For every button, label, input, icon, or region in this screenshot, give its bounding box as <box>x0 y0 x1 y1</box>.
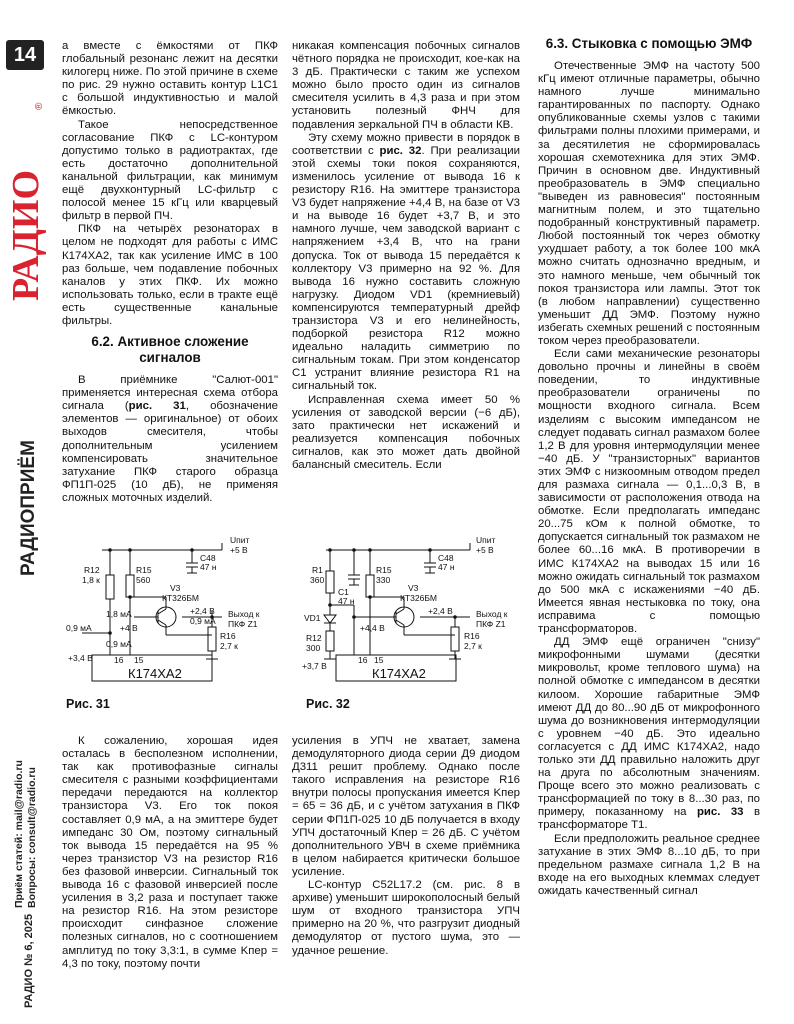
paragraph: К сожалению, хорошая идея осталась в бесполезном исполнении, так как противофазные сигналы смесителя с разными коэффициентами передачи передаются на коллектор транзистора V3. Его ток покоя составляет 0,9 мА, а на эмиттере будет импеданс 30 Ом, поэтому сигнальный ток вывода 15 передаётся на 95 % через транзистор V3 на резистор R16 без фазовой инверсии. Сигнальный ток вывода 16 с фазовой инверсией после усиления в 3,2 раза и поступает также на резистор R16. На этом резисторе происходит синфазное сложение полезных сигналов, но с соотношением амплитуд по току 3,3:1, в сумме Kпер = 4,3 по току, поэтому почти <box>62 735 278 970</box>
column-2-bottom <box>292 735 520 958</box>
info-line1: Приём статей: mail@radio.ru <box>13 760 25 908</box>
v3-type: КТ326БМ <box>400 593 437 603</box>
paragraph: ДД ЭМФ ещё ограничен "снизу" микрофонными шумами (десятки микровольт, кроме теплового шума) на полной обмотке с импедансом в десятки килоом. Хорошие габаритные ЭМФ имеют ДД до 80...90 дБ от микрофонного шума до возникновения интермодуляции с уровнем −40 дБ. Это идеально согласуется с ДД ИМС К174ХА2, надо только эти ДД правильно наложить друг на друга по абсолютным значениям. Проще всего это можно реализовать с трансформацией по току в 8...30 раз, по примеру, показанному на рис. 33 в трансформаторе T1. <box>538 636 760 832</box>
section-heading: 6.3. Стыковка с помощью ЭМФ <box>545 36 753 51</box>
figure-ref: рис. 33 <box>696 806 744 819</box>
issue-label: РАДИО № 6, 2025 <box>23 913 35 1008</box>
figure-caption: Рис. 32 <box>306 697 350 711</box>
vd1-label: VD1 <box>304 613 321 623</box>
paragraph: В приёмнике "Салют-001" применяется интересная схема отбора сигнала (рис. 31, обозначение элементов — оригинальное) от обоих выходов смесителя, чтобы дополнительным усилением компенсировать значительное затухание ПКФ старого образца ФП1П-025 (10 дБ), не применяя сложных моточных изделий. <box>62 374 278 504</box>
c48-label: C48 <box>438 553 454 563</box>
paragraph: усиления в УПЧ не хватает, замена демодуляторного диода серии Д9 диодом Д311 решит проблему. Однако после такого исправления на резисторе R16 внутри полосы пропускания имеется Kпер = 65 = 36 дБ, и с учётом затухания в ПКФ серии ФП1П-025 10 дБ получается в входу УПЧ достаточный Kпер = 26 дБ. С учётом дополнительного УВЧ в схеме приёмника в целом набирается критически большое усиление. <box>292 735 520 878</box>
v3-label: V3 <box>408 583 419 593</box>
paragraph: Если предположить реальное среднее затухание в этих ЭМФ 8...10 дБ, то при предельном размахе сигнала 1,2 В на входе на его выходных клеммах следует ожидать качественный сигнал <box>538 832 760 897</box>
section-heading: 6.2. Активное сложение сигналов <box>91 334 249 366</box>
output-label: ПКФ Z1 <box>476 619 506 629</box>
paragraph: LC-контур С52L17.2 (см. рис. 8 в архиве) уменьшит широкополосный белый шум от входного транзистора УПЧ примерно на 20 %, что разгрузит диодный демодулятор от пустого шума, это — удачное решение. <box>292 879 520 957</box>
section-label <box>4 380 48 580</box>
upit-value: +5 В <box>230 545 248 555</box>
r16-value: 2,7 к <box>464 641 482 651</box>
c48-value: 47 н <box>200 562 217 572</box>
page-number: 14 <box>6 40 44 70</box>
logo-text: РАДИО <box>5 169 47 301</box>
current-label: 0,9 мА <box>66 623 92 633</box>
voltage-label: +3,4 В <box>68 653 93 663</box>
r15-value: 560 <box>136 575 151 585</box>
current-label: 0,9 мА <box>106 639 132 649</box>
paragraph: а вместе с ёмкостями от ПКФ глобальный резонанс лежит на десятки килогерц ниже. По этой причине в схеме по рис. 29 нужно оставить контур L1C1 с большой индуктивностью и малой ёмкостью. <box>62 40 278 118</box>
figure-32 <box>300 535 530 685</box>
paragraph: Исправленная схема имеет 50 % усиления от заводской версии (−6 дБ), зато практически нет искажений и реализуется компенсация побочных сигналов, как это может дать двойной балансный смеситель. Если <box>292 393 520 471</box>
column-1-bottom <box>62 735 278 971</box>
paragraph: Если сами механические резонаторы довольно прочны и линейны в своём поведении, то индуктивные преобразователи ограничены по мощности входного сигнала. Всем изделиям с высоким импедансом не следует подавать сигнал размахом более 1,2 В для уровня интермодуляции менее −40 дБ. У "транзисторных" вариантов этих ЭМФ с низкоомным отводом предел для размаха сигнала — 0,1...0,3 В, в зависимости от расположения отвода на обмотке. Если предполагать импеданс 20...75 кОм к полной обмотке, то допускается сигнальный ток размахом не более 60...16 мкА. В противоречии в ИМС К174ХА2 на выводах 15 или 16 можно ожидать сигнальный ток размахом до 500 мкА с искажениями −40 дБ. Имеется явная нестыковка по току, она исправима с помощью трансформаторов. <box>538 348 760 636</box>
voltage-label: +2,4 В <box>428 606 453 616</box>
radio-logo <box>4 96 48 306</box>
upit-value: +5 В <box>476 545 494 555</box>
current-label: 1,8 мА <box>106 609 132 619</box>
section-text: РАДИОПРИЁМ <box>18 440 39 576</box>
output-label: Выход к <box>228 609 260 619</box>
r1-label: R1 <box>312 565 323 575</box>
r1-value: 360 <box>310 575 325 585</box>
output-label: ПКФ Z1 <box>228 619 258 629</box>
r12-value: 300 <box>306 643 321 653</box>
r16-label: R16 <box>220 631 236 641</box>
pin-label: 16 <box>114 655 124 665</box>
figure-31 <box>62 535 290 685</box>
voltage-label: +4,4 В <box>360 623 385 633</box>
r12-label: R12 <box>84 565 100 575</box>
pin-label: 16 <box>358 655 368 665</box>
upit-label: Uпит <box>230 535 250 545</box>
r15-value: 330 <box>376 575 391 585</box>
paragraph: Отечественные ЭМФ на частоту 500 кГц имеют отличные параметры, обычно намного лучше минимально гарантированных по паспорту. Однако опубликованные схемы узлов с такими фильтрами полны плохими примерами, и за десятилетия не сформировалась хорошая схемотехника для этих ЭМФ. Причин в основном две. Индуктивный преобразователь в ЭМФ специально "выведен из равновесия" постоянным магнитным полем, и это тщательно подобранный конструктивный параметр. Любой постоянный ток через обмотку ухудшает работу, а ток более 100 мкА можно считать однозначно вредным, и это намного меньше, чем обычный ток покоя транзистора или лампы. Этот ток (в любом направлении) существенно уменьшит ДД ЭМФ. Поэтому нужно избегать схемных решений с постоянным током через преобразователи. <box>538 60 760 347</box>
logo-mark: ® <box>34 102 45 110</box>
paragraph: никакая компенсация побочных сигналов чётного порядка не происходит, кое-как на 3 дБ. Практически с таким же успехом можно было просто один из сигналов смесителя усилить в 4,3 раза и при этом установить полезный ФНЧ для подавления зеркальной ПЧ в области КВ. <box>292 40 520 131</box>
r15-label: R15 <box>136 565 152 575</box>
pin-label: 15 <box>374 655 384 665</box>
r16-label: R16 <box>464 631 480 641</box>
r16-value: 2,7 к <box>220 641 238 651</box>
pin-label: 15 <box>134 655 144 665</box>
voltage-label: +3,7 В <box>302 661 327 671</box>
upit-label: Uпит <box>476 535 496 545</box>
current-label: 0,9 мА <box>190 616 216 626</box>
paragraph: Эту схему можно привести в порядок в соответствии с рис. 32. При реализации этой схемы токи покоя сохраняются, изменилось усиление от вывода 16 к резистору R16. На эмиттере транзистора V3 будет напряжение +4,4 В, на базе от V3 и на выводе 16 будет +3,7 В, и это намного лучше, чем заводской вариант с напряжением +3,4 В, что на грани допуска. Ток от вывода 15 передаётся к коллектору V3 примерно на 92 %. Для вывода 16 нужно составить сложную нагрузку. Диодом VD1 (кремниевый) компенсируются температурный дрейф транзистора V3 и его нелинейность, подборкой резистора R12 можно идеально наладить симметрию по сигнальным токам. При этом конденсатор C1 устранит влияние резистора R1 на сигнальный ток. <box>292 131 520 393</box>
column-3 <box>538 36 760 898</box>
column-1 <box>62 40 278 505</box>
c1-value: 47 н <box>338 596 355 606</box>
figure-caption: Рис. 31 <box>66 697 110 711</box>
v3-type: КТ326БМ <box>162 593 199 603</box>
voltage-label: +4 В <box>120 623 138 633</box>
paragraph: ПКФ на четырёх резонаторах в целом не подходят для работы с ИМС К174ХА2, так как усиление ИМС в 100 раз больше, чем подавление побочных каналов у этих ПКФ. Их можно использовать только, если в тракте ещё есть существенные канальные фильтры. <box>62 223 278 327</box>
r12-value: 1,8 к <box>82 575 100 585</box>
figure-ref: рис. 31 <box>128 400 186 413</box>
chip-label: К174ХА2 <box>372 666 426 681</box>
c48-value: 47 н <box>438 562 455 572</box>
paragraph: Такое непосредственное согласование ПКФ с LC-контуром допустимо только в радиотрактах, где есть достаточно дополнительной канальной фильтрации, как минимум ещё двухконтурный LC-фильтр с полосой менее 15 кГц или кварцевый фильтр в первой ПЧ. <box>62 118 278 223</box>
column-2 <box>292 40 520 472</box>
sidebar <box>0 0 52 1024</box>
v3-label: V3 <box>170 583 181 593</box>
r15-label: R15 <box>376 565 392 575</box>
c48-label: C48 <box>200 553 216 563</box>
r12-label: R12 <box>306 633 322 643</box>
info-line2: Вопросы: consult@radio.ru <box>26 767 38 908</box>
c1-label: C1 <box>338 587 349 597</box>
contact-info <box>2 610 50 1010</box>
chip-label: К174ХА2 <box>128 666 182 681</box>
voltage-label: +2,4 В <box>190 606 215 616</box>
figure-ref: рис. 32 <box>379 144 422 157</box>
output-label: Выход к <box>476 609 508 619</box>
